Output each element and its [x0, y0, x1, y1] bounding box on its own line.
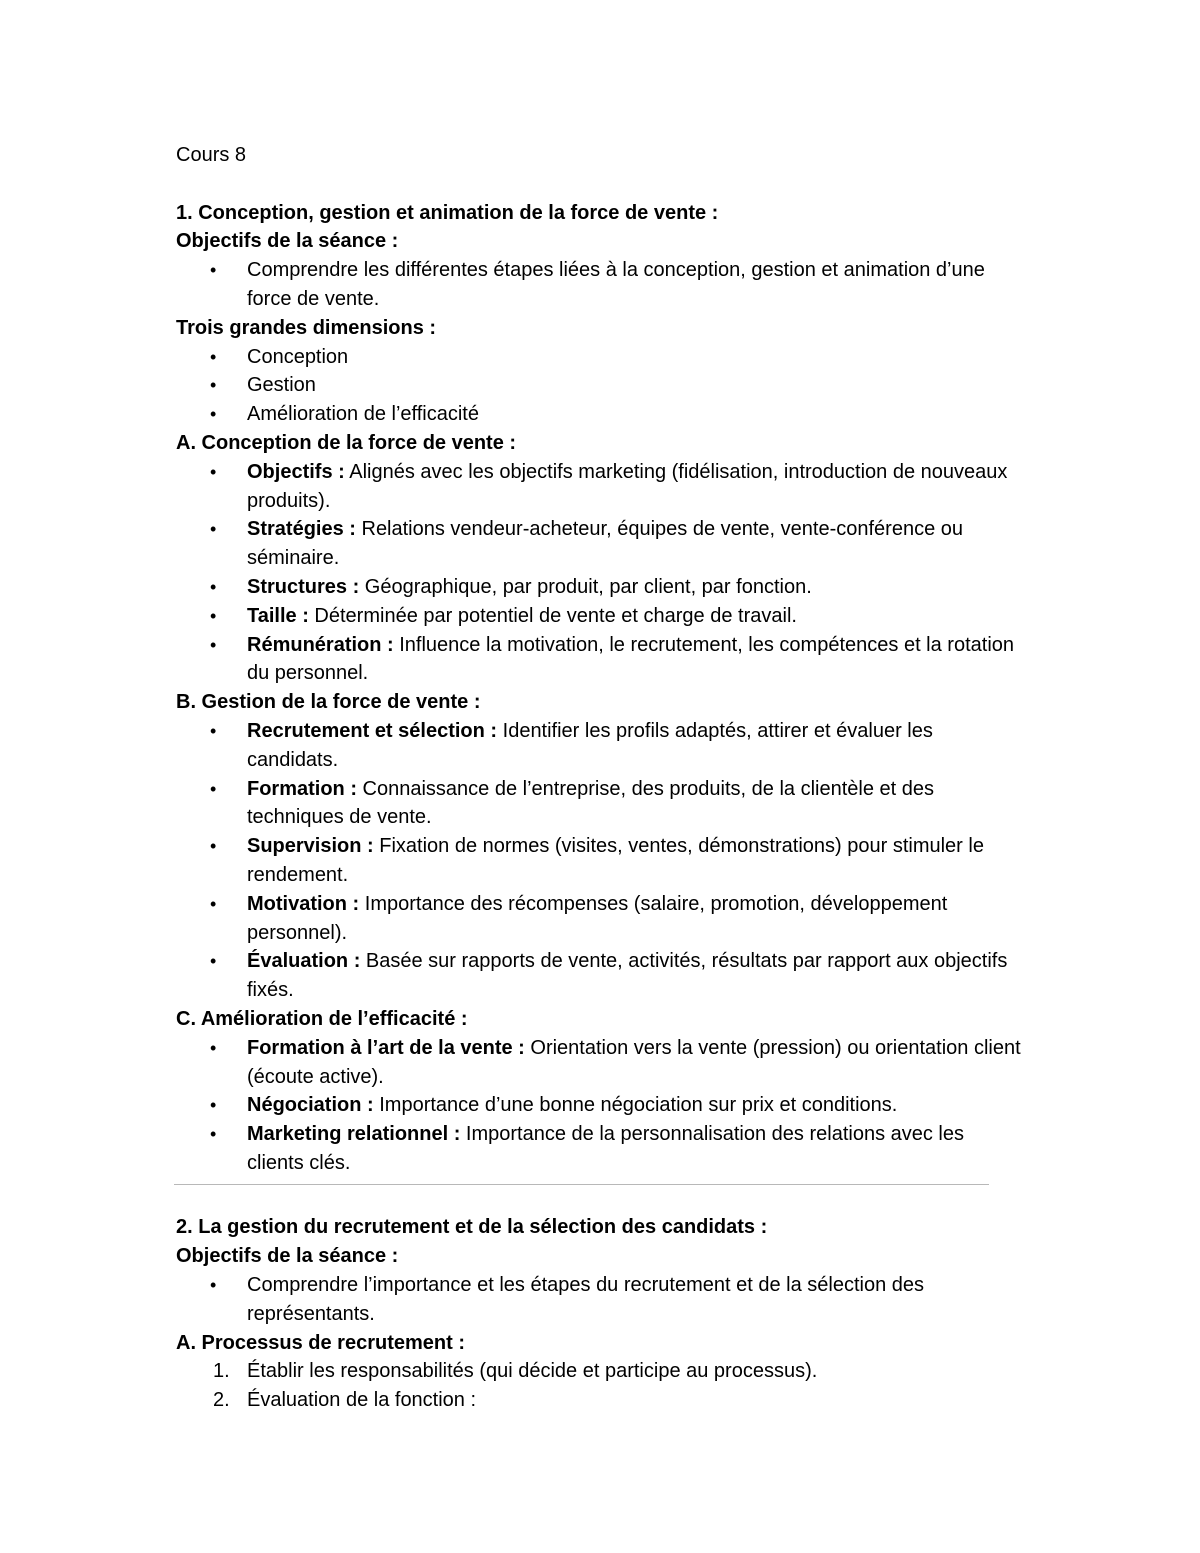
bullet-icon: • [210, 778, 217, 799]
dimensions-heading: Trois grandes dimensions : [176, 316, 437, 339]
section-2-part-a-heading: A. Processus de recrutement : [176, 1331, 465, 1354]
list-item-text: Conception [247, 345, 349, 368]
bullet-icon: • [210, 1095, 217, 1116]
list-item-text: Gestion [247, 374, 316, 397]
list-item-term: Structures : [247, 575, 360, 598]
list-item-text: Importance de la personnalisation des relations avec les clients clés. [247, 1123, 964, 1174]
part-b-list [176, 717, 1026, 1005]
list-item [176, 256, 1026, 314]
recruitment-steps-list [176, 1357, 1026, 1415]
list-item-text: Comprendre les différentes étapes liées à la conception, gestion et animation d’une force de vente. [247, 259, 985, 310]
list-item-term: Objectifs : [247, 460, 345, 483]
bullet-icon: • [210, 836, 217, 857]
spacer [176, 1185, 1026, 1214]
list-item [176, 573, 1026, 602]
list-item-text: Alignés avec les objectifs marketing (fidélisation, introduction de nouveaux produits). [247, 460, 1008, 512]
document-page [176, 141, 1026, 1415]
list-item-term: Formation : [247, 777, 357, 800]
bullet-icon: • [210, 1124, 217, 1145]
bullet-icon: • [210, 576, 217, 597]
list-item [176, 1120, 1026, 1178]
list-item-number: 1. [213, 1360, 230, 1383]
document-title: Cours 8 [176, 144, 247, 166]
part-a-list [176, 458, 1026, 688]
dimensions-list [176, 343, 1026, 429]
section-1-heading: 1. Conception, gestion et animation de la force de vente : [176, 201, 719, 224]
list-item [176, 947, 1026, 1005]
part-b-heading: B. Gestion de la force de vente : [176, 691, 481, 714]
list-item-term: Supervision : [247, 835, 374, 858]
bullet-icon: • [210, 1275, 217, 1296]
list-item [176, 458, 1026, 516]
bullet-icon: • [210, 260, 217, 281]
list-item-term: Stratégies : [247, 518, 356, 541]
list-item [176, 400, 1026, 429]
list-item [176, 515, 1026, 573]
list-item [176, 775, 1026, 833]
list-item-text: Importance des récompenses (salaire, promotion, développement personnel). [247, 892, 948, 944]
list-item-text: Relations vendeur-acheteur, équipes de vente, vente-conférence ou séminaire. [247, 518, 964, 570]
list-item-text: Géographique, par produit, par client, par fonction. [359, 575, 812, 598]
section-1-objectives-heading: Objectifs de la séance : [176, 230, 399, 253]
list-item [176, 1357, 1026, 1386]
part-c-list [176, 1034, 1026, 1178]
list-item-term: Recrutement et sélection : [247, 719, 498, 742]
list-item [176, 890, 1026, 948]
list-item-term: Rémunération : [247, 633, 394, 656]
list-item-term: Taille : [247, 604, 309, 627]
list-item [176, 1091, 1026, 1120]
section-2-heading: 2. La gestion du recrutement et de la sélection des candidats : [176, 1216, 768, 1239]
list-item [176, 717, 1026, 775]
list-item-term: Évaluation : [247, 950, 361, 973]
list-item-text: Orientation vers la vente (pression) ou orientation client (écoute active). [247, 1036, 1021, 1088]
section-1-objectives-list [176, 256, 1026, 314]
bullet-icon: • [210, 375, 217, 396]
list-item [176, 343, 1026, 372]
list-item-number: 2. [213, 1389, 230, 1412]
bullet-icon: • [210, 951, 217, 972]
list-item [176, 371, 1026, 400]
part-a-heading: A. Conception de la force de vente : [176, 431, 517, 454]
bullet-icon: • [210, 461, 217, 482]
list-item-text: Comprendre l’importance et les étapes du recrutement et de la sélection des représentants. [247, 1274, 925, 1325]
list-item-text: Amélioration de l’efficacité [247, 403, 479, 426]
list-item-term: Marketing relationnel : [247, 1123, 461, 1146]
list-item [176, 602, 1026, 631]
spacer [176, 170, 1026, 199]
bullet-icon: • [210, 404, 217, 425]
bullet-icon: • [210, 634, 217, 655]
bullet-icon: • [210, 519, 217, 540]
list-item-term: Formation à l’art de la vente : [247, 1036, 525, 1059]
list-item-text: Identifier les profils adaptés, attirer et évaluer les candidats. [247, 719, 933, 771]
bullet-icon: • [210, 893, 217, 914]
bullet-icon: • [210, 1037, 217, 1058]
list-item-text: Fixation de normes (visites, ventes, démonstrations) pour stimuler le rendement. [247, 835, 984, 886]
list-item-text: Basée sur rapports de vente, activités, résultats par rapport aux objectifs fixés. [247, 950, 1008, 1002]
list-item-text: Connaissance de l’entreprise, des produits, de la clientèle et des techniques de vente. [247, 777, 935, 829]
list-item [176, 631, 1026, 689]
list-item-term: Motivation : [247, 892, 360, 915]
list-item-text: Influence la motivation, le recrutement, les compétences et la rotation du personnel. [247, 633, 1015, 685]
part-c-heading: C. Amélioration de l’efficacité : [176, 1007, 468, 1030]
list-item [176, 832, 1026, 890]
list-item-text: Importance d’une bonne négociation sur prix et conditions. [373, 1094, 898, 1117]
list-item [176, 1271, 1026, 1329]
bullet-icon: • [210, 605, 217, 626]
bullet-icon: • [210, 346, 217, 367]
section-2-objectives-heading: Objectifs de la séance : [176, 1245, 399, 1268]
list-item-text: Déterminée par potentiel de vente et charge de travail. [308, 604, 797, 627]
list-item-text: Établir les responsabilités (qui décide et participe au processus). [247, 1360, 818, 1383]
bullet-icon: • [210, 720, 217, 741]
list-item-term: Négociation : [247, 1094, 374, 1117]
list-item [176, 1034, 1026, 1092]
list-item [176, 1386, 1026, 1415]
list-item-text: Évaluation de la fonction : [247, 1389, 477, 1412]
section-2-objectives-list [176, 1271, 1026, 1329]
